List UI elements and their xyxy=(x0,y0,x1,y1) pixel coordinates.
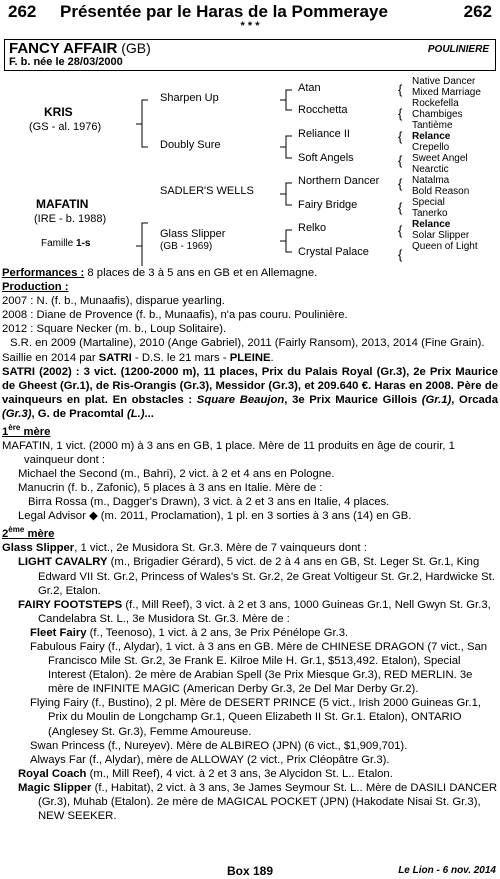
gen2-sadlers-wells: SADLER'S WELLS xyxy=(160,185,254,197)
gen4-item: Native Dancer xyxy=(412,76,476,87)
production-line: 2008 : Diane de Provence (f. b., Munaafis), n'a pas couru. Poulinière. xyxy=(2,309,348,322)
mere2-label-post: mère xyxy=(24,528,55,541)
mere2-glass xyxy=(2,541,498,555)
mere2-label xyxy=(2,523,498,541)
satri-i: ... xyxy=(144,407,154,420)
mere2-glass-name: Glass Slipper xyxy=(2,542,75,555)
gen2-sharpen-up: Sharpen Up xyxy=(160,92,219,104)
page-title: Présentée par le Haras de la Pommeraye xyxy=(60,2,388,21)
satri-e: , Orcada xyxy=(451,393,498,406)
bracket-5: { xyxy=(398,176,403,191)
gen3-relko: Relko xyxy=(298,222,327,234)
saillie-mid: - D.S. le 21 mars - xyxy=(131,351,230,364)
mere2-royal-text: (m., Mill Reef), 4 vict. à 2 et 3 ans, 3e Alycidon St. L.. Etalon. xyxy=(86,767,393,780)
gen4-item: Tantième xyxy=(412,120,453,131)
gen3-reliance: Reliance II xyxy=(298,128,350,140)
family-value: 1-s xyxy=(76,238,91,249)
production-line: 2007 : N. (f. b., Munaafis), disparue yearling. xyxy=(2,295,225,308)
horse-birth: F. b. née le 28/03/2000 xyxy=(9,56,123,68)
mere1-line: Michael the Second (m., Bahri), 2 vict. à 2 et 4 ans en Pologne. xyxy=(18,468,335,481)
dam-info: (IRE - b. 1988) xyxy=(34,213,107,225)
mere2-always: Always Far (f., Alydar), mère de ALLOWAY (2 vict., Prix Cléopâtre Gr.3). xyxy=(30,753,390,766)
satri-b: Square Beaujon xyxy=(196,393,285,406)
performances-text: 8 places de 3 à 5 ans en GB et en Allemagne. xyxy=(84,267,318,279)
mere2-lc-text: (m., Brigadier Gérard), 5 vict. de 2 à 4 ans en GB, St. Leger St. Gr.1, King Edward VII St. Gr.2, Princess of Wales's St. Gr.2, 2e Great Voltigeur St. Gr.2, Hardwicke St. Gr.2, Etalon. xyxy=(38,556,495,597)
gen4-item: Solar Slipper xyxy=(412,230,470,241)
mere2-magic-name: Magic Slipper xyxy=(18,781,92,794)
mere2-lc xyxy=(2,555,498,597)
horse-status: POULINIERE xyxy=(427,44,489,55)
horse-country: (GB) xyxy=(121,40,151,56)
mere1-label-text xyxy=(2,423,51,438)
performances-label: Performances : xyxy=(2,267,85,279)
mere2-lc-name: LIGHT CAVALRY xyxy=(18,556,108,569)
bracket-6: { xyxy=(398,199,403,215)
satri-d: (Gr.1) xyxy=(421,393,452,406)
production-label xyxy=(2,280,498,294)
gen3-crystal-palace: Crystal Palace xyxy=(298,246,369,258)
mere1-line: Manucrin (f. b., Zafonic), 5 places à 3 ans en Italie. Mère de : xyxy=(18,482,323,495)
dam-family xyxy=(41,238,90,249)
mere2-glass-text: , 1 vict., 2e Musidora St. Gr.3. Mère de 7 vainqueurs dont : xyxy=(74,542,367,555)
gen4-item: Sweet Angel xyxy=(412,153,468,164)
mere2-fab: Fabulous Fairy (f., Alydar), 1 vict. à 3 ans en GB. Mère de CHINESE DRAGON (7 vict., San Francisco Mile St. Gr.2, 3e Frank E. Kilroe Mile H. Gr.1, $513,492. Etalon), Special Interest (Etalon). 2e mère de Arabian Spell (3e Prix Miesque Gr.3), RED MERLIN. 3e mère de INFINITE MAGIC (American Derby Gr.3, 2e Del Mar Derby Gr.2). xyxy=(30,640,488,696)
header-stars: * * * xyxy=(240,20,260,32)
satri-g: , G. de Pracomtal xyxy=(31,407,127,420)
mere2-magic-text: (f., Habitat), 2 vict. à 3 ans, 3e James Seymour St. L.. Mère de DASILI DANCER (Gr.3), Muhab (Etalon). 2e mère de MAGICAL POCKET (JPN) (Hakodate Nisai St. Gr.3), NEW SEEKER. xyxy=(38,781,498,823)
saillie-end: . xyxy=(270,351,274,364)
bracket-7: { xyxy=(398,223,403,238)
bracket-1: { xyxy=(398,82,403,97)
sire-name: KRIS xyxy=(44,105,73,119)
gen2-glass-slipper: Glass Slipper xyxy=(160,228,226,240)
gen2-doubly-sure: Doubly Sure xyxy=(160,139,221,151)
mere1-label-pre: 1 xyxy=(2,425,9,438)
bracket-4: { xyxy=(398,152,403,168)
mere2-fleet xyxy=(2,626,498,640)
gen4-item: Queen of Light xyxy=(412,241,478,252)
gen2-glass-slipper-info: (GB - 1969) xyxy=(160,241,213,252)
satri-description xyxy=(2,365,498,421)
mere2-royal-name: Royal Coach xyxy=(18,767,87,780)
footer-sale-info: Le Lion - 6 nov. 2014 xyxy=(398,865,496,876)
mere2-fleet-text: (f., Teenoso), 1 vict. à 2 ans, 3e Prix Pénélope Gr.3. xyxy=(86,626,349,639)
saillie-pre: Saillie en 2014 par xyxy=(2,351,99,364)
mere2-ff-text: (f., Mill Reef), 3 vict. à 2 et 3 ans, 1000 Guineas Gr.1, Nell Gwyn St. Gr.3, Candelabra St. L., 3e Musidora St. Gr.3. Mère de : xyxy=(38,598,491,625)
gen3-soft-angels: Soft Angels xyxy=(298,152,354,164)
mere2-swan: Swan Princess (f., Nureyev). Mère de ALBIREO (JPN) (6 vict., $1,909,701). xyxy=(30,739,408,752)
mere2-royal xyxy=(2,767,498,781)
sire-info: (GS - al. 1976) xyxy=(29,121,102,133)
gen4-item: Special xyxy=(412,197,445,208)
gen3-fairy-bridge: Fairy Bridge xyxy=(298,199,358,211)
body-text xyxy=(2,266,498,823)
gen4-item: Crepello xyxy=(412,142,450,153)
mere1-label xyxy=(2,421,498,439)
satri-h: (L.) xyxy=(126,407,145,420)
production-line: 2012 : Square Necker (m. b., Loup Solitaire). xyxy=(2,323,227,336)
mere2-label-text xyxy=(2,525,55,541)
page-number-left: 262 xyxy=(8,2,37,21)
satri-a: SATRI (2002) : 3 vict. (1200-2000 m), 11 places, Prix du Palais Royal (Gr.3), 2e Prix Maurice de Gheest (Gr.1), de Ris-Orangis (Gr.3), Messidor (Gr.3), et 209.640 €. Haras en 2008. Père de vainqueurs en plat. En obstacles : xyxy=(2,365,498,406)
gen4-item: Nearctic xyxy=(412,164,449,175)
mere2-label-sup: ème xyxy=(8,525,25,535)
dam-name: MAFATIN xyxy=(36,197,89,211)
page-number-right: 262 xyxy=(463,2,492,21)
gen4-brackets xyxy=(398,78,402,266)
mere2-ff xyxy=(2,598,498,626)
mere1-line: Birra Rossa (m., Dagger's Drawn), 3 vict. à 2 et 3 ans en Italie, 4 places. xyxy=(28,496,390,509)
mere1-main: MAFATIN, 1 vict. (2000 m) à 3 ans en GB, 1 place. Mère de 11 produits en âge de courir, 1 vainqueur dont : xyxy=(2,439,455,466)
gen3-rocchetta: Rocchetta xyxy=(298,104,348,116)
mere2-flying: Flying Fairy (f., Bustino), 2 pl. Mère de DESERT PRINCE (5 vict., Irish 2000 Guineas Gr.1, Prix du Moulin de Longchamp Gr.1, Queen Elizabeth II St. Gr.1. Etalon), ONTARIO (Anglesey St. Gr.3), Femme Amoureuse. xyxy=(30,697,481,738)
mere2-ff-name: FAIRY FOOTSTEPS xyxy=(18,598,123,611)
mere2-magic xyxy=(2,781,498,823)
mere1-line: Legal Advisor ◆ (m. 2011, Proclamation), 1 pl. en 3 sorties à 3 ans (14) en GB. xyxy=(18,510,412,523)
performances xyxy=(2,266,498,280)
saillie-line xyxy=(2,351,498,365)
gen4-item: Chambiges xyxy=(412,109,463,120)
gen3-atan: Atan xyxy=(298,82,321,94)
gen4-item: Relance xyxy=(412,219,451,230)
bracket-8: { xyxy=(398,246,403,262)
gen4-item: Relance xyxy=(412,131,451,142)
family-label: Famille xyxy=(41,238,77,249)
satri-f: (Gr.3) xyxy=(2,407,32,420)
mere2-label-pre: 2 xyxy=(2,528,9,541)
gen4-item: Mixed Marriage xyxy=(412,87,481,98)
saillie-result: PLEINE xyxy=(229,351,271,364)
saillie-sire: SATRI xyxy=(98,351,132,364)
mere2-fleet-name: Fleet Fairy xyxy=(30,626,87,639)
footer-box-number: Box 189 xyxy=(226,864,274,878)
horse-name-text: FANCY AFFAIR xyxy=(9,40,118,57)
gen4-item: Natalma xyxy=(412,175,450,186)
bracket-3: { xyxy=(398,129,403,144)
gen3-northern-dancer: Northern Dancer xyxy=(298,175,380,187)
gen4-item: Rockefella xyxy=(412,98,459,109)
satri-c: , 3e Prix Maurice Gillois xyxy=(284,393,422,406)
mere1-label-sup: ère xyxy=(8,423,21,433)
bracket-2: { xyxy=(398,105,403,121)
gen4-item: Tanerko xyxy=(412,208,448,219)
production-line: S.R. en 2009 (Martaline), 2010 (Ange Gabriel), 2011 (Fairly Ransom), 2013, 2014 (Fine Grain). xyxy=(10,337,485,350)
production-label-text: Production : xyxy=(2,281,69,294)
gen4-item: Bold Reason xyxy=(412,186,470,197)
gen4-list xyxy=(412,76,481,252)
mere1-label-post: mère xyxy=(20,425,51,438)
